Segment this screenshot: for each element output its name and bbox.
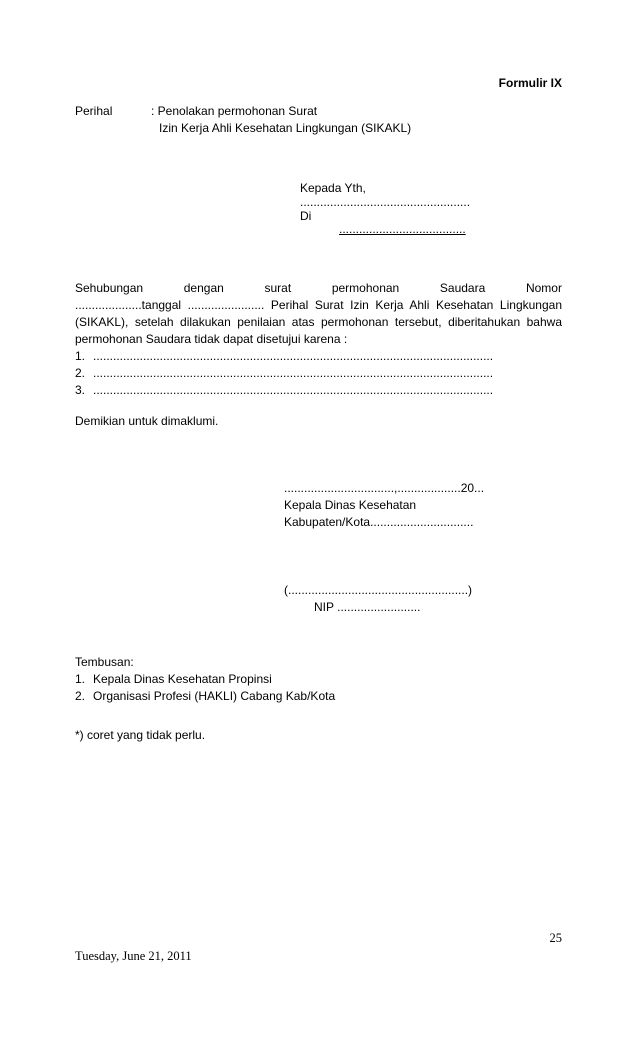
cc-number: 2.: [75, 689, 86, 703]
recipient-di: Di: [300, 209, 312, 223]
recipient-place-dots: ......................................: [339, 222, 466, 236]
signatory-nip: NIP .........................: [314, 600, 421, 614]
cc-item: [75, 688, 335, 705]
body-word: Nomor: [525, 281, 562, 295]
form-title: Formulir IX: [498, 76, 562, 90]
reason-item: [75, 382, 493, 399]
cc-text: Kepala Dinas Kesehatan Propinsi: [93, 672, 272, 686]
subject-label: Perihal: [75, 104, 113, 118]
footnote: *) coret yang tidak perlu.: [75, 728, 206, 742]
body-word: Saudara: [439, 281, 486, 295]
recipient-name-dots: ...................................................: [300, 195, 471, 209]
body-word: surat: [264, 281, 292, 295]
reason-dots: ........................................................................................................................: [93, 349, 494, 363]
reason-number: 1.: [75, 349, 86, 363]
page-number: 25: [549, 931, 562, 945]
subject-line-2: Izin Kerja Ahli Kesehatan Lingkungan (SIKAKL): [159, 121, 412, 135]
reason-item: [75, 348, 493, 365]
body-line-2: ....................tanggal ....................... Perihal Surat Izin Kerja Ahli Kesehatan Lingkungan: [75, 298, 562, 312]
body-line-3: (SIKAKL), setelah dilakukan penilaian atas permohonan tersebut, diberitahukan bahwa: [75, 315, 562, 329]
signatory-name-line: (......................................................): [284, 583, 473, 597]
reason-dots: ........................................................................................................................: [93, 366, 494, 380]
official-region: Kabupaten/Kota...............................: [284, 515, 474, 529]
reason-item: [75, 365, 493, 382]
cc-heading: Tembusan:: [75, 655, 134, 669]
reason-number: 2.: [75, 366, 86, 380]
reason-number: 3.: [75, 383, 86, 397]
body-line-1: [75, 280, 562, 297]
body-word: Sehubungan: [75, 281, 144, 295]
cc-item: [75, 671, 272, 688]
subject-line-1: : Penolakan permohonan Surat: [151, 104, 318, 118]
recipient-greeting: Kepada Yth,: [300, 181, 366, 195]
cc-number: 1.: [75, 672, 86, 686]
place-date: .................................,...................20...: [284, 481, 485, 495]
body-line-4: permohonan Saudara tidak dapat disetujui karena :: [75, 332, 348, 346]
reason-dots: ........................................................................................................................: [93, 383, 494, 397]
footer-date: Tuesday, June 21, 2011: [75, 949, 192, 963]
body-word: permohonan: [331, 281, 400, 295]
official-title: Kepala Dinas Kesehatan: [284, 498, 417, 512]
body-word: dengan: [183, 281, 224, 295]
closing-statement: Demikian untuk dimaklumi.: [75, 414, 219, 428]
cc-text: Organisasi Profesi (HAKLI) Cabang Kab/Kota: [93, 689, 336, 703]
